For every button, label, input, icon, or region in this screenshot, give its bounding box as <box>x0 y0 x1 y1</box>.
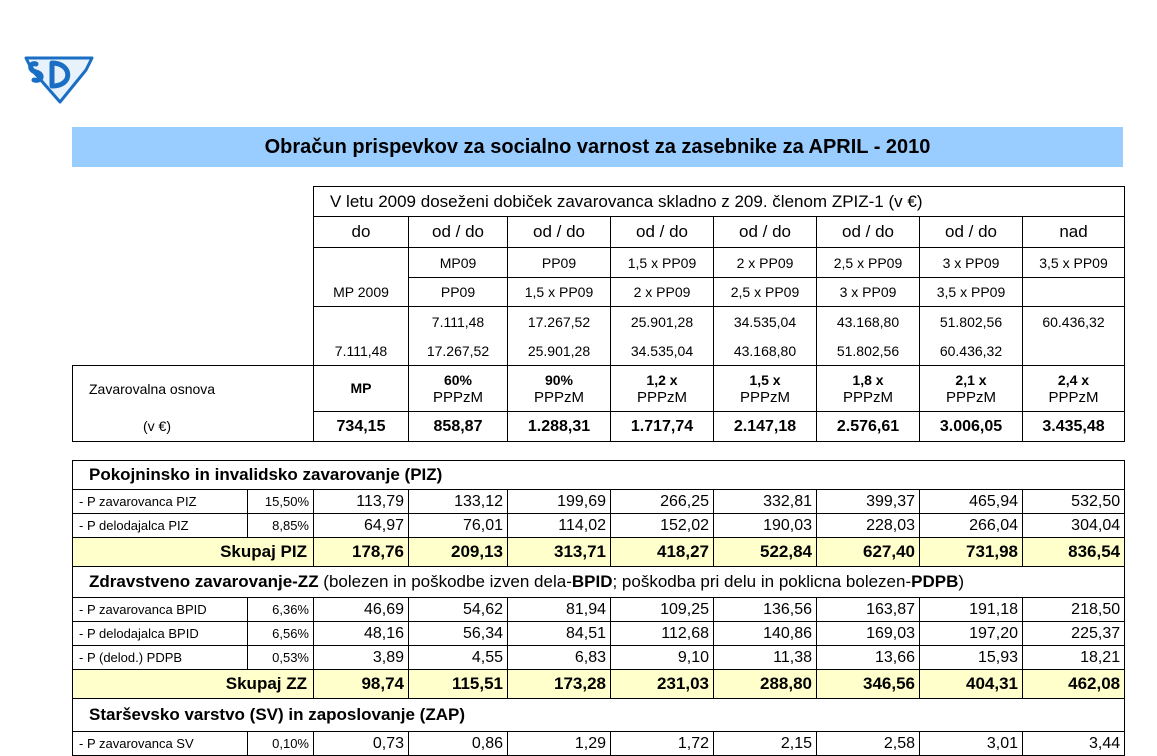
contribution-value: 114,02 <box>508 514 611 538</box>
contribution-value: 3,01 <box>920 732 1023 756</box>
contribution-name: - P zavarovanca BPID <box>73 598 248 622</box>
basis-factor-value: 1,2 x <box>646 371 678 388</box>
total-value: 404,31 <box>920 670 1023 699</box>
basis-factor-value: 90% <box>544 371 574 388</box>
range-label: nad <box>1023 217 1125 248</box>
sv-title-text: Starševsko varstvo (SV) in zaposlovanje (ZAP) <box>89 705 466 724</box>
basis-amount: 734,15 <box>314 412 409 442</box>
zz-title-part: Zdravstveno zavarovanje-ZZ <box>89 572 319 591</box>
page-title: Obračun prispevkov za socialno varnost za zasebnike za APRIL - 2010 <box>72 127 1123 167</box>
range-to-value: 51.802,56 <box>817 337 920 366</box>
basis-factor <box>1023 366 1125 412</box>
range-from-label: 2 x PP09 <box>714 248 817 278</box>
basis-factor-value: MP <box>350 380 372 396</box>
total-row <box>73 538 1125 567</box>
basis-factor <box>920 366 1023 412</box>
total-value: 115,51 <box>409 670 508 699</box>
contribution-value: 64,97 <box>314 514 409 538</box>
range-to-value <box>1023 337 1125 366</box>
basis-factor-unit: PPPzM <box>636 388 687 406</box>
range-from-value: 43.168,80 <box>817 307 920 337</box>
contribution-value: 465,94 <box>920 490 1023 514</box>
range-to-label: 2 x PP09 <box>611 278 714 307</box>
sd-logo-icon <box>22 50 96 104</box>
table-row <box>73 646 1125 670</box>
contribution-value: 113,79 <box>314 490 409 514</box>
contribution-value: 140,86 <box>714 622 817 646</box>
contribution-value: 218,50 <box>1023 598 1125 622</box>
contribution-name: - P delodajalca BPID <box>73 622 248 646</box>
contribution-value: 46,69 <box>314 598 409 622</box>
total-value: 522,84 <box>714 538 817 567</box>
contribution-value: 6,83 <box>508 646 611 670</box>
range-from-value: 25.901,28 <box>611 307 714 337</box>
contribution-value: 304,04 <box>1023 514 1125 538</box>
contribution-value: 11,38 <box>714 646 817 670</box>
total-value: 627,40 <box>817 538 920 567</box>
insurance-basis-table <box>72 365 1125 442</box>
basis-factor <box>314 366 409 412</box>
range-label: od / do <box>714 217 817 248</box>
contribution-value: 0,73 <box>314 732 409 756</box>
table-row <box>73 598 1125 622</box>
contribution-value: 3,44 <box>1023 732 1125 756</box>
piz-section-title: Pokojninsko in invalidsko zavarovanje (PIZ) <box>73 461 1125 490</box>
zz-title-part: ) <box>958 572 965 591</box>
range-label: od / do <box>920 217 1023 248</box>
contribution-value: 136,56 <box>714 598 817 622</box>
range-label: od / do <box>611 217 714 248</box>
basis-amount: 3.435,48 <box>1023 412 1125 442</box>
contribution-value: 1,72 <box>611 732 714 756</box>
table-row <box>73 622 1125 646</box>
contribution-value: 2,15 <box>714 732 817 756</box>
basis-factor-value: 1,5 x <box>749 371 781 388</box>
contribution-value: 112,68 <box>611 622 714 646</box>
contribution-rate: 15,50% <box>248 490 314 514</box>
total-value: 209,13 <box>409 538 508 567</box>
sv-section-title <box>73 699 1125 732</box>
range-from-value: 60.436,32 <box>1023 307 1125 337</box>
total-value: 173,28 <box>508 670 611 699</box>
total-value: 231,03 <box>611 670 714 699</box>
total-value: 346,56 <box>817 670 920 699</box>
basis-factor-value: 2,1 x <box>955 371 987 388</box>
total-value: 98,74 <box>314 670 409 699</box>
basis-factor-unit: PPPzM <box>533 388 584 406</box>
income-table-header: V letu 2009 doseženi dobiček zavarovanca skladno z 209. členom ZPIZ-1 (v €) <box>314 187 1125 217</box>
basis-factor-value: 2,4 x <box>1057 371 1090 388</box>
range-to-label: 3,5 x PP09 <box>920 278 1023 307</box>
range-to-label: 2,5 x PP09 <box>714 278 817 307</box>
contribution-rate: 6,36% <box>248 598 314 622</box>
total-row <box>73 670 1125 699</box>
contributions-table <box>72 460 1125 756</box>
range-from-value: 17.267,52 <box>508 307 611 337</box>
range-to-value: 17.267,52 <box>409 337 508 366</box>
basis-factor <box>611 366 714 412</box>
contribution-value: 152,02 <box>611 514 714 538</box>
range-from-label: 1,5 x PP09 <box>611 248 714 278</box>
contribution-rate: 6,56% <box>248 622 314 646</box>
contribution-value: 18,21 <box>1023 646 1125 670</box>
range-from-value: 51.802,56 <box>920 307 1023 337</box>
basis-factor-unit: PPPzM <box>739 388 790 406</box>
contribution-value: 84,51 <box>508 622 611 646</box>
basis-factor <box>508 366 611 412</box>
basis-factor <box>714 366 817 412</box>
contribution-value: 48,16 <box>314 622 409 646</box>
contribution-rate: 0,53% <box>248 646 314 670</box>
range-label: od / do <box>508 217 611 248</box>
contribution-value: 169,03 <box>817 622 920 646</box>
range-label: do <box>314 217 409 248</box>
contribution-name: - P zavarovanca SV <box>73 732 248 756</box>
range-to-value: 25.901,28 <box>508 337 611 366</box>
contribution-value: 3,89 <box>314 646 409 670</box>
basis-amount: 3.006,05 <box>920 412 1023 442</box>
total-value: 462,08 <box>1023 670 1125 699</box>
basis-amount: 858,87 <box>409 412 508 442</box>
income-range-table <box>313 186 1125 366</box>
range-to-label <box>1023 278 1125 307</box>
contribution-value: 266,25 <box>611 490 714 514</box>
basis-label: Zavarovalna osnova <box>73 366 314 412</box>
basis-amount: 2.147,18 <box>714 412 817 442</box>
basis-amount: 1.717,74 <box>611 412 714 442</box>
range-from-value <box>314 307 409 337</box>
zz-title-part: BPID <box>571 572 613 591</box>
range-from-label: 3,5 x PP09 <box>1023 248 1125 278</box>
table-row <box>73 490 1125 514</box>
total-label: Skupaj ZZ <box>73 670 314 699</box>
total-value: 731,98 <box>920 538 1023 567</box>
contribution-value: 9,10 <box>611 646 714 670</box>
contribution-value: 76,01 <box>409 514 508 538</box>
range-to-value: 43.168,80 <box>714 337 817 366</box>
contribution-value: 54,62 <box>409 598 508 622</box>
contribution-value: 225,37 <box>1023 622 1125 646</box>
contribution-value: 133,12 <box>409 490 508 514</box>
range-from-label: PP09 <box>508 248 611 278</box>
range-to-label: 3 x PP09 <box>817 278 920 307</box>
basis-factor <box>409 366 508 412</box>
contribution-value: 199,69 <box>508 490 611 514</box>
contribution-rate: 0,10% <box>248 732 314 756</box>
contribution-value: 197,20 <box>920 622 1023 646</box>
total-value: 313,71 <box>508 538 611 567</box>
basis-factor-unit: PPPzM <box>945 388 996 406</box>
basis-factor-unit: PPPzM <box>842 388 893 406</box>
total-value: 288,80 <box>714 670 817 699</box>
contribution-value: 399,37 <box>817 490 920 514</box>
contribution-name: - P zavarovanca PIZ <box>73 490 248 514</box>
basis-factor-unit: PPPzM <box>1048 388 1099 406</box>
table-row <box>73 732 1125 756</box>
table-row <box>73 514 1125 538</box>
range-from-value: 34.535,04 <box>714 307 817 337</box>
basis-unit: (v €) <box>73 412 314 442</box>
contribution-rate: 8,85% <box>248 514 314 538</box>
zz-title-part: ; poškodba pri delu in poklicna bolezen- <box>612 572 912 591</box>
total-label: Skupaj PIZ <box>73 538 314 567</box>
basis-factor-unit: PPPzM <box>432 388 483 406</box>
contribution-value: 1,29 <box>508 732 611 756</box>
zz-title-part: PDPB <box>911 572 959 591</box>
contribution-value: 266,04 <box>920 514 1023 538</box>
basis-factor <box>817 366 920 412</box>
range-from-label: 3 x PP09 <box>920 248 1023 278</box>
range-label: od / do <box>817 217 920 248</box>
contribution-value: 4,55 <box>409 646 508 670</box>
contribution-value: 191,18 <box>920 598 1023 622</box>
contribution-value: 228,03 <box>817 514 920 538</box>
contribution-value: 2,58 <box>817 732 920 756</box>
contribution-value: 109,25 <box>611 598 714 622</box>
range-from-value: 7.111,48 <box>409 307 508 337</box>
range-from-label: 2,5 x PP09 <box>817 248 920 278</box>
basis-factor-value: 1,8 x <box>852 371 884 388</box>
contribution-value: 13,66 <box>817 646 920 670</box>
range-to-label: MP 2009 <box>314 278 409 307</box>
range-label: od / do <box>409 217 508 248</box>
total-value: 178,76 <box>314 538 409 567</box>
zz-section-title <box>73 567 1125 598</box>
contribution-name: - P delodajalca PIZ <box>73 514 248 538</box>
contribution-value: 332,81 <box>714 490 817 514</box>
range-to-label: 1,5 x PP09 <box>508 278 611 307</box>
total-value: 418,27 <box>611 538 714 567</box>
contribution-value: 0,86 <box>409 732 508 756</box>
contribution-value: 163,87 <box>817 598 920 622</box>
contribution-value: 532,50 <box>1023 490 1125 514</box>
basis-amount: 1.288,31 <box>508 412 611 442</box>
contribution-value: 15,93 <box>920 646 1023 670</box>
zz-title-part: (bolezen in poškodbe izven dela- <box>318 572 572 591</box>
contribution-name: - P (delod.) PDPB <box>73 646 248 670</box>
range-from-label: MP09 <box>409 248 508 278</box>
range-to-value: 7.111,48 <box>314 337 409 366</box>
contribution-value: 56,34 <box>409 622 508 646</box>
contribution-value: 81,94 <box>508 598 611 622</box>
range-to-value: 60.436,32 <box>920 337 1023 366</box>
range-to-value: 34.535,04 <box>611 337 714 366</box>
contribution-value: 190,03 <box>714 514 817 538</box>
range-to-label: PP09 <box>409 278 508 307</box>
range-from-label <box>314 248 409 278</box>
basis-factor-value: 60% <box>443 371 473 388</box>
total-value: 836,54 <box>1023 538 1125 567</box>
basis-amount: 2.576,61 <box>817 412 920 442</box>
